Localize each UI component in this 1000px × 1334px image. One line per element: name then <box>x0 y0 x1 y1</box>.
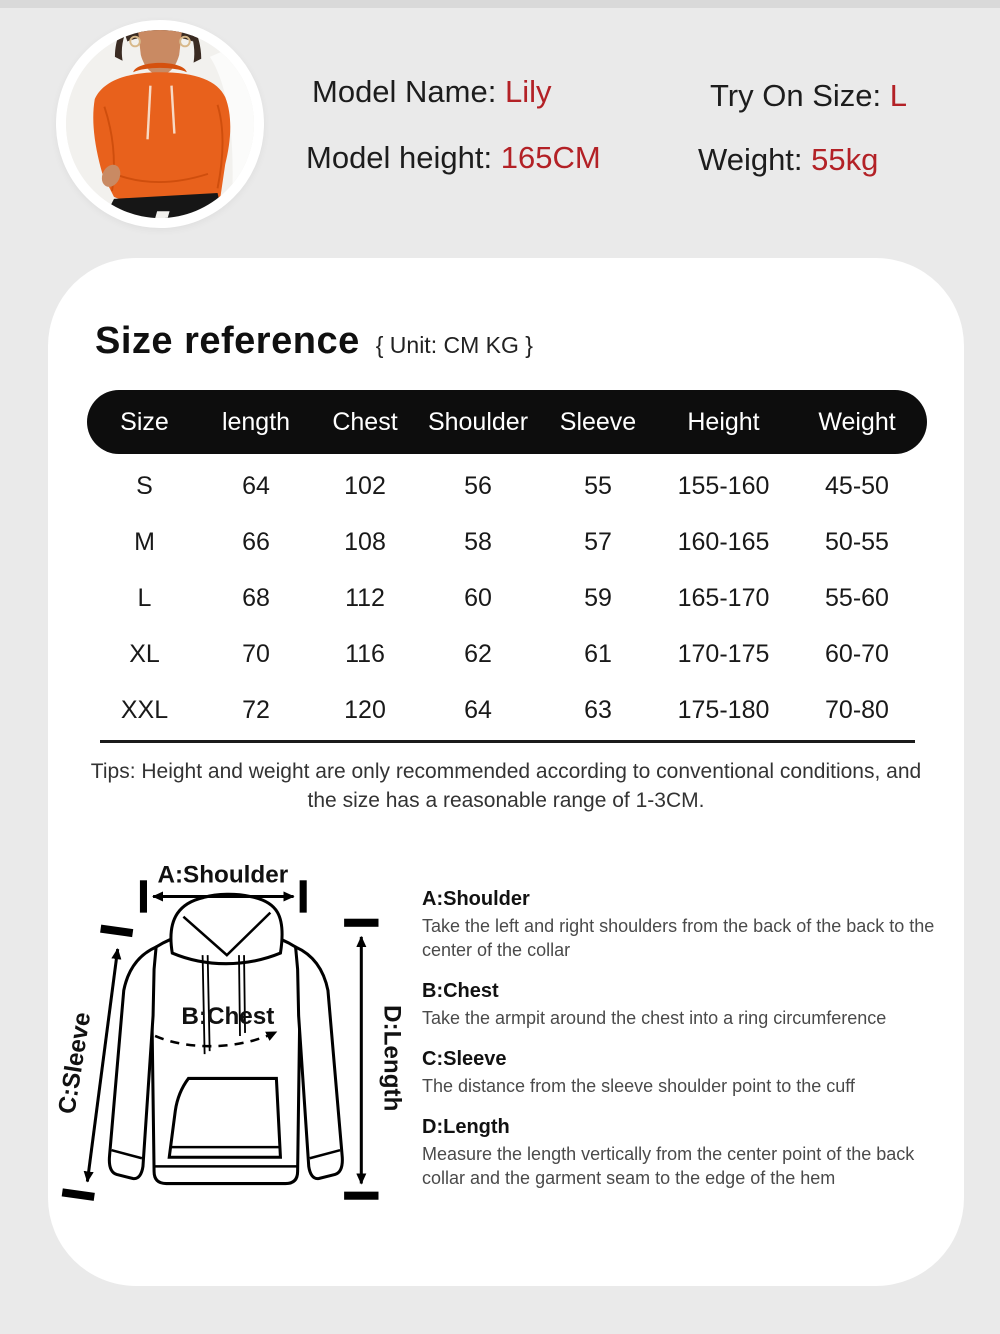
table-cell: 60 <box>464 583 492 612</box>
try-on-size-label: Try On Size: <box>710 78 882 113</box>
table-cell: 56 <box>464 471 492 500</box>
unit-note: { Unit: CM KG } <box>375 332 533 358</box>
table-cell: 64 <box>242 471 270 500</box>
table-cell: 68 <box>242 583 270 612</box>
column-header-weight: Weight <box>818 407 896 436</box>
diagram-label-sleeve: C:Sleeve <box>54 1010 97 1116</box>
table-cell: 50-55 <box>825 527 889 556</box>
table-row-xl <box>87 626 927 682</box>
column-header-chest: Chest <box>332 407 398 436</box>
table-cell: 70 <box>242 639 270 668</box>
model-photo <box>56 20 264 228</box>
model-height-line <box>306 140 601 176</box>
table-cell: 108 <box>344 527 386 556</box>
title-row <box>95 320 533 363</box>
table-cell: 160-165 <box>677 527 770 556</box>
table-cell: 58 <box>464 527 492 556</box>
column-header-sleeve: Sleeve <box>559 407 637 436</box>
guide-heading: C:Sleeve <box>422 1047 507 1070</box>
model-illustration <box>66 30 254 218</box>
try-on-size-line <box>710 78 907 114</box>
table-cell: 61 <box>584 639 612 668</box>
size-table <box>87 390 927 743</box>
table-cell: 66 <box>242 527 270 556</box>
page-title: Size reference <box>95 320 360 362</box>
column-header-height: Height <box>687 407 760 436</box>
column-header-length: length <box>221 407 291 436</box>
table-cell: 63 <box>584 695 612 724</box>
diagram-label-length: D:Length <box>378 1005 406 1112</box>
table-cell: 70-80 <box>825 695 889 724</box>
column-header-shoulder: Shoulder <box>427 407 529 436</box>
guide-heading: B:Chest <box>422 979 499 1002</box>
table-cell: 55 <box>584 471 612 500</box>
table-cell: 55-60 <box>825 583 889 612</box>
guide-description: The distance from the sleeve shoulder point to the cuff <box>422 1075 855 1096</box>
table-cell: XL <box>129 639 160 668</box>
guide-section <box>422 980 970 1031</box>
tips-text: Tips: Height and weight are only recommended according to conventional conditions, and the size has a reasonable range of 1-3CM. <box>90 760 922 812</box>
table-row-l <box>87 570 927 626</box>
weight-value: 55kg <box>811 142 879 177</box>
guide-heading: A:Shoulder <box>422 888 530 910</box>
guide-description: Measure the length vertically from the center point of the back collar and the garment seam to the edge of the hem <box>422 1143 915 1188</box>
model-height-label: Model height: <box>306 140 493 175</box>
table-cell: 60-70 <box>825 639 889 668</box>
guide-section <box>422 1048 970 1099</box>
measurement-diagram <box>54 856 426 1222</box>
guide-section <box>422 1116 970 1191</box>
size-table-body <box>87 458 927 738</box>
diagram-label-chest: B:Chest <box>181 1002 275 1030</box>
table-cell: 175-180 <box>677 695 770 724</box>
weight-line <box>698 142 878 178</box>
table-cell: 62 <box>464 639 492 668</box>
table-bottom-rule <box>100 740 915 743</box>
table-row-m <box>87 514 927 570</box>
table-row-xxl <box>87 682 927 738</box>
model-name-value: Lily <box>504 74 552 109</box>
column-header-size: Size <box>120 407 169 436</box>
table-cell: L <box>137 583 152 612</box>
try-on-size-value: L <box>889 78 907 113</box>
table-cell: 102 <box>344 471 386 500</box>
model-name-line <box>312 74 552 110</box>
guide-description: Take the left and right shoulders from the back of the back to the center of the collar <box>422 916 935 960</box>
size-reference-card <box>48 258 964 1286</box>
table-cell: 57 <box>584 527 612 556</box>
guide-description: Take the armpit around the chest into a ring circumference <box>422 1007 887 1028</box>
table-cell: 120 <box>344 695 386 724</box>
table-cell: XXL <box>120 695 169 724</box>
table-row-s <box>87 458 927 514</box>
guide-section <box>422 888 970 963</box>
diagram-label-shoulder: A:Shoulder <box>157 861 289 889</box>
model-height-value: 165CM <box>500 140 601 175</box>
guide-heading: D:Length <box>422 1115 510 1138</box>
measure-guide <box>422 874 970 1208</box>
table-cell: 155-160 <box>677 471 770 500</box>
table-cell: 59 <box>584 583 612 612</box>
model-name-label: Model Name: <box>312 74 497 109</box>
table-cell: 64 <box>464 695 492 724</box>
table-cell: 72 <box>242 695 270 724</box>
table-cell: 170-175 <box>677 639 770 668</box>
table-cell: 116 <box>345 639 385 668</box>
hoodie-diagram <box>54 856 426 1222</box>
weight-label: Weight: <box>698 142 803 177</box>
table-cell: 45-50 <box>825 471 889 500</box>
table-cell: 165-170 <box>677 583 770 612</box>
top-strip <box>0 0 1000 8</box>
size-table-header <box>87 390 927 454</box>
table-cell: 112 <box>345 583 385 612</box>
table-cell: S <box>136 471 153 500</box>
table-cell: M <box>134 527 155 556</box>
